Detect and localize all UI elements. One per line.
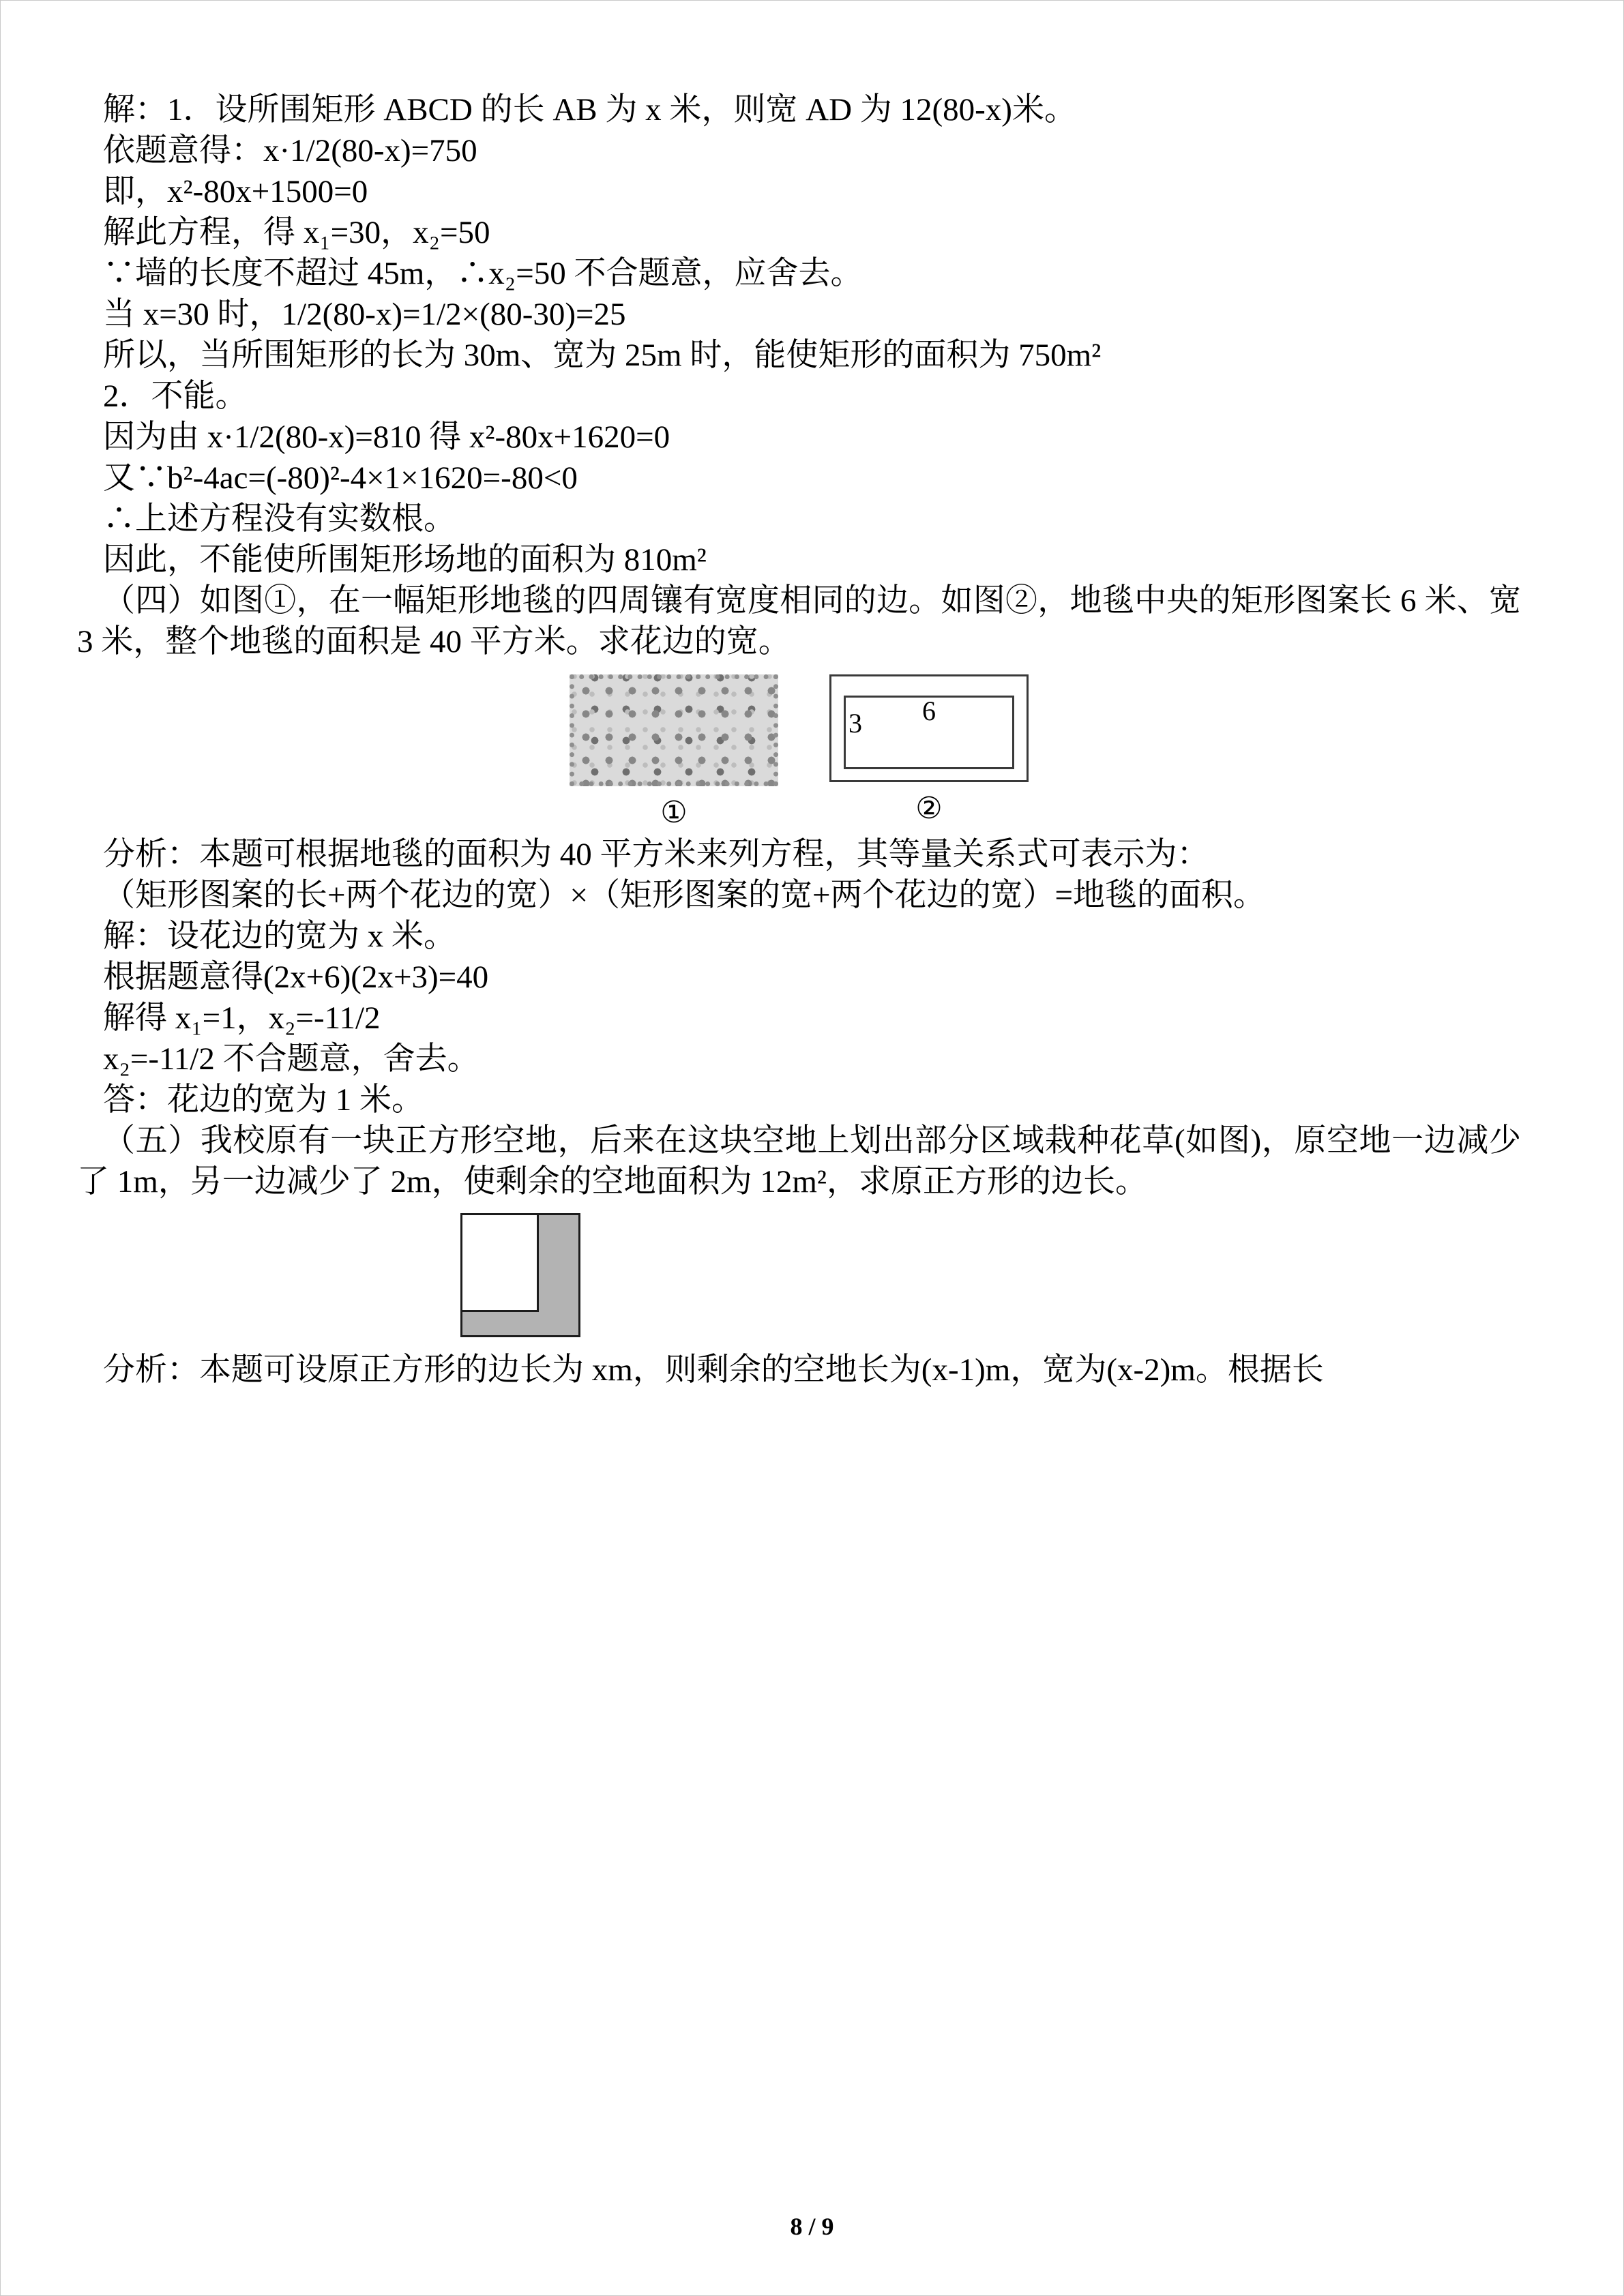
solution-line: 解得 x₁=1，x₂=-11/2 — [103, 1000, 381, 1036]
solution-line: 解此方程，得 x₁=30，x₂=50 — [103, 215, 490, 250]
length-dimension-label: 6 — [922, 696, 936, 726]
analysis-line: 分析：本题可根据地毯的面积为 40 平方米来列方程，其等量关系式可表示为： — [103, 837, 1209, 872]
solution-line: 因为由 x·1/2(80-x)=810 得 x²-80x+1620=0 — [103, 419, 670, 455]
solution-line: 所以，当所围矩形的长为 30m、宽为 25m 时，能使矩形的面积为 750m² — [103, 338, 1102, 373]
problem4-figures — [77, 674, 1521, 830]
solution-line: ∴上述方程没有实数根。 — [103, 501, 456, 537]
width-dimension-label: 3 — [848, 708, 862, 739]
solution-line: 解：1．设所围矩形 ABCD 的长 AB 为 x 米，则宽 AD 为 12(80-x)米。 — [103, 92, 1076, 128]
carpet-pattern-image — [570, 674, 778, 786]
remaining-plot-area — [460, 1213, 539, 1312]
figure-diagram-column — [829, 674, 1029, 826]
solution-line: 解：设花边的宽为 x 米。 — [103, 919, 456, 954]
page-content — [77, 89, 1521, 1390]
problem4-statement: （四）如图①，在一幅矩形地毯的四周镶有宽度相同的边。如图②，地毯中央的矩形图案长 6 米、宽 3 米，整个地毯的面积是 40 平方米。求花边的宽。 — [77, 583, 1521, 659]
solution-line: 2．不能。 — [103, 378, 248, 414]
figure-carpet-column — [570, 674, 778, 830]
solution-line: ∵墙的长度不超过 45m，∴x₂=50 不合题意，应舍去。 — [103, 256, 863, 291]
solution-line: 即，x²-80x+1500=0 — [103, 174, 368, 209]
carpet-outline-diagram — [829, 674, 1029, 782]
page-number: 8 / 9 — [790, 2213, 834, 2240]
square-plot-figure — [460, 1213, 580, 1337]
solution-line: 根据题意得(2x+6)(2x+3)=40 — [103, 959, 489, 995]
solution-line: x₂=-11/2 不合题意，舍去。 — [103, 1041, 479, 1077]
problem5-figure-row — [460, 1213, 1521, 1337]
figure-caption-1: ① — [660, 796, 688, 829]
solution-line: 依题意得：x·1/2(80-x)=750 — [103, 133, 477, 168]
inner-rectangle — [844, 696, 1014, 769]
analysis-line: （矩形图案的长+两个花边的宽）×（矩形图案的宽+两个花边的宽）=地毯的面积。 — [103, 878, 1266, 913]
figure-caption-2: ② — [915, 792, 943, 825]
solution-line: 因此，不能使所围矩形场地的面积为 810m² — [103, 542, 707, 578]
problem5-statement: （五）我校原有一块正方形空地，后来在这块空地上划出部分区域栽种花草(如图)，原空地一边减少了 1m，另一边减少了 2m，使剩余的空地面积为 12m²，求原正方形的边长。 — [77, 1123, 1521, 1199]
solution-line: 又∵b²-4ac=(-80)²-4×1×1620=-80<0 — [103, 460, 578, 496]
analysis-line: 分析：本题可设原正方形的边长为 xm，则剩余的空地长为(x-1)m，宽为(x-2)m。根据长 — [103, 1352, 1324, 1388]
solution-line: 当 x=30 时，1/2(80-x)=1/2×(80-30)=25 — [103, 297, 626, 332]
answer-line: 答：花边的宽为 1 米。 — [103, 1082, 424, 1118]
